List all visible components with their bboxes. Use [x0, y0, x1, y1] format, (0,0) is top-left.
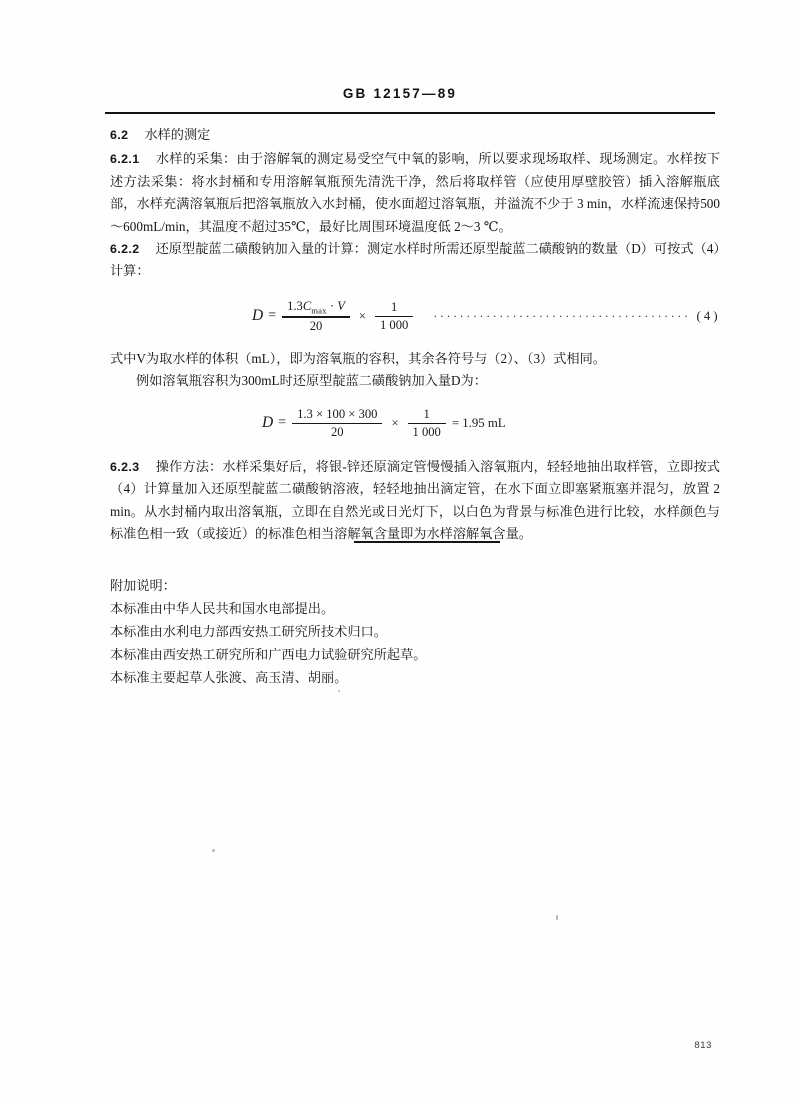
- formula-4-var-c: C: [302, 298, 312, 313]
- page-header-standard-code: GB 12157—89: [342, 86, 458, 101]
- formula-4-equation-number: ( 4 ): [696, 308, 718, 323]
- formula-example-denominator-1: 20: [330, 424, 344, 439]
- formula-4-operator: ×: [358, 308, 366, 323]
- formula-example-operator: ×: [391, 415, 399, 430]
- formula-example-result: = 1.95 mL: [451, 415, 506, 430]
- formula-example-fraction-2: [408, 407, 446, 440]
- section-6-2-1-text: 水样的采集：由于溶解氧的测定易受空气中氧的影响，所以要求现场取样、现场测定。水样按下述方法采集：将水封桶和专用溶解氧瓶预先清洗干净，然后将取样管（应使用厚壁胶管）插入溶解瓶底部，水样充满溶氧瓶后把溶氧瓶放入水封桶，使水面超过溶氧瓶，并溢流不少于 3 min，水样流速保持500～600mL/min，其温度不超过35℃，最好比周围环境温度低 2～3 ℃。: [110, 151, 720, 234]
- header-divider-rule: [105, 112, 715, 114]
- section-6-2-2-paragraph: [110, 238, 720, 283]
- formula-4-numerator-2: 1: [390, 299, 398, 314]
- formula-4-fraction-2: [375, 300, 413, 333]
- scan-artifact: [212, 849, 215, 852]
- formula-4-equals: =: [268, 308, 277, 324]
- section-6-2-1-paragraph: [110, 148, 720, 238]
- appendix-block: [110, 574, 610, 689]
- formula-example-numerator-1: 1.3 × 100 × 300: [297, 406, 378, 421]
- section-6-2-number: 6.2: [110, 128, 129, 142]
- formula-4-multiply-dot: ·: [329, 298, 335, 313]
- section-6-2-1-number: 6.2.1: [110, 152, 140, 167]
- formula-4-subscript-max: max: [311, 305, 327, 316]
- formula-example-equals: =: [278, 415, 287, 431]
- formula-example-denominator-2: 1 000: [412, 424, 441, 439]
- document-body: [110, 124, 720, 546]
- formula-4: [110, 299, 720, 334]
- section-6-2-2-number: 6.2.2: [110, 242, 140, 257]
- formula-example: [110, 407, 720, 440]
- page-number: 813: [694, 1040, 712, 1051]
- example-lead-in: [110, 370, 720, 392]
- section-6-2-3-paragraph: [110, 456, 720, 546]
- formula-4-coefficient: 1.3: [287, 298, 303, 313]
- formula-4-variable-note: [110, 348, 720, 370]
- formula-example-lhs: D: [262, 414, 274, 432]
- section-6-2-3-text: 操作方法：水样采集好后，将银-锌还原滴定管慢慢插入溶氧瓶内，轻轻地抽出取样管，立即按式（4）计算量加入还原型靛蓝二磺酸钠溶液，轻轻地抽出滴定管，在水下面立即塞紧瓶塞并混匀，放置 2 min。从水封桶内取出溶氧瓶，立即在自然光或日光灯下，以白色为背景与标准色进行比较，水样颜色与标准色相一致（或接近）的标准色相当溶解氧含量即为水样溶解氧含量。: [110, 458, 720, 542]
- appendix-line: 本标准由中华人民共和国水电部提出。: [110, 601, 335, 616]
- formula-4-variable-note-text: 式中V为取水样的体积（mL），即为溶氧瓶的容积，其余各符号与（2）、（3）式相同。: [110, 350, 606, 366]
- appendix-line: 本标准主要起草人张渡、高玉清、胡丽。: [110, 670, 348, 685]
- section-6-2-2-text: 还原型靛蓝二磺酸钠加入量的计算：测定水样时所需还原型靛蓝二磺酸钠的数量（D）可按式（4）计算：: [110, 241, 720, 279]
- section-6-2-heading: [110, 124, 720, 146]
- section-6-2-3-number: 6.2.3: [110, 459, 140, 474]
- appendix-line: 本标准由水利电力部西安热工研究所技术归口。: [110, 624, 387, 639]
- scan-artifact: [338, 690, 340, 692]
- formula-4-denominator-1: 20: [309, 318, 323, 333]
- appendix-line: 本标准由西安热工研究所和广西电力试验研究所起草。: [110, 647, 427, 662]
- formula-4-var-v: V: [337, 298, 345, 313]
- example-lead-in-text: 例如溶氧瓶容积为300mL时还原型靛蓝二磺酸钠加入量D为：: [136, 373, 487, 389]
- appendix-title: 附加说明：: [110, 578, 176, 593]
- formula-4-numerator-1: [282, 299, 350, 317]
- section-6-2-title: 水样的测定: [144, 127, 211, 142]
- section-divider-rule: [354, 541, 500, 543]
- formula-example-fraction-1: [292, 407, 382, 440]
- formula-4-dot-leader: ·······································: [433, 308, 691, 323]
- formula-4-lhs: D: [252, 307, 264, 325]
- formula-4-fraction-1: [282, 299, 350, 334]
- scan-artifact: [556, 915, 558, 920]
- formula-4-denominator-2: 1 000: [379, 317, 409, 332]
- formula-example-numerator-2: 1: [423, 406, 430, 421]
